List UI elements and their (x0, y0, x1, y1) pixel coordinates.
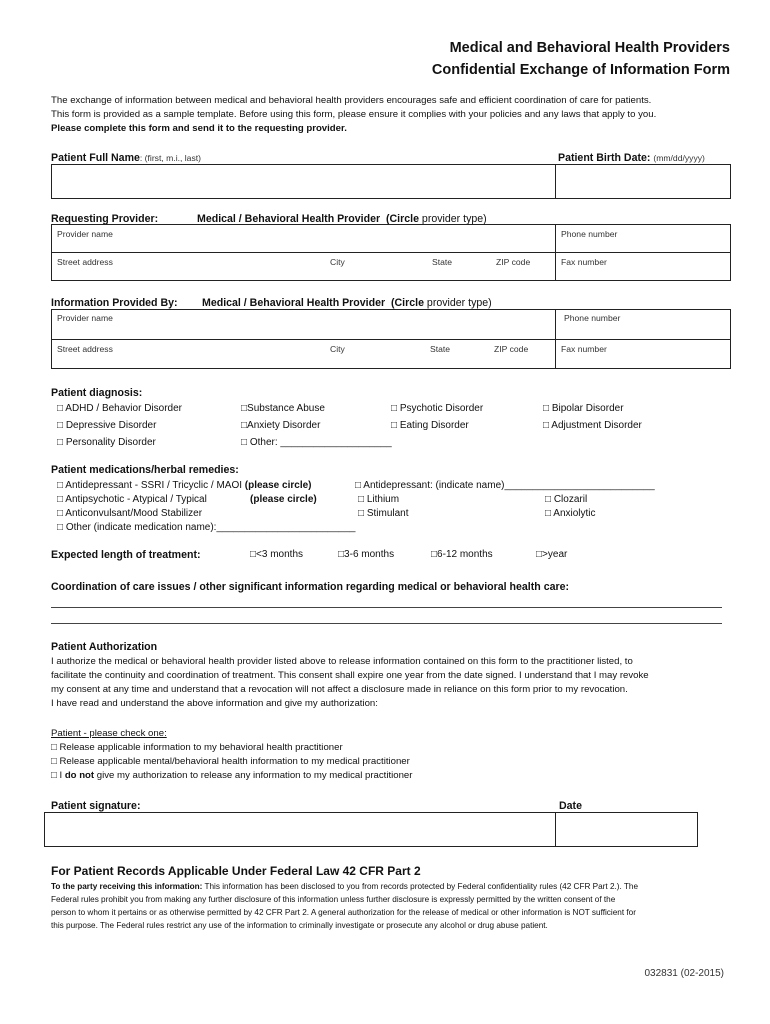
providing-box-col-divider (555, 309, 556, 369)
diagnosis-option-label: ADHD / Behavior Disorder (65, 403, 182, 414)
providing-city-field[interactable]: City (330, 344, 345, 354)
requesting-state-field[interactable]: State (432, 257, 453, 267)
signature-field[interactable] (47, 815, 552, 844)
checkbox-icon: □ (241, 437, 248, 448)
medication-option-label: Anticonvulsant/Mood Stabilizer (65, 508, 203, 519)
treatment-option-label: >year (542, 549, 568, 560)
checkbox-icon: □ (51, 770, 57, 781)
checkbox-icon: □ (57, 403, 64, 414)
medication-option-label: Antidepressant - SSRI / Tricyclic / MAOI (65, 480, 242, 491)
requesting-city-field[interactable]: City (330, 257, 345, 267)
federal-notice-line3: person to whom it pertains or as otherwise permitted by 42 CFR Part 2. A general authorization for the release of medical or other information is NOT sufficient for (51, 908, 636, 917)
diagnosis-option-adjustment[interactable] (543, 420, 642, 431)
checkbox-icon: □ (355, 480, 362, 491)
coordination-line-1[interactable] (51, 607, 722, 608)
providing-phone-field[interactable]: Phone number (564, 313, 621, 323)
deny-emphasis: do not (64, 770, 95, 781)
form-code: 032831 (02-2015) (644, 968, 724, 979)
providing-type-text: Medical / Behavioral Health Provider (202, 297, 386, 309)
treatment-option-label: 3-6 months (344, 549, 395, 560)
providing-circle-rest: provider type) (423, 297, 492, 309)
requesting-zip-field[interactable]: ZIP code (496, 257, 531, 267)
checkbox-icon: □ (431, 549, 438, 560)
treatment-option-3-6[interactable] (338, 549, 394, 560)
requesting-circle-rest: provider type) (418, 213, 487, 225)
authorization-option-medical[interactable] (51, 755, 410, 769)
checkbox-icon: □ (250, 549, 257, 560)
coordination-label: Coordination of care issues / other significant information regarding medical or behavioral health care: (51, 581, 570, 593)
medication-option-label: Antidepressant: (indicate name)___________________________ (363, 480, 655, 491)
diagnosis-option-label: Eating Disorder (399, 420, 469, 431)
patient-dob-label (558, 152, 705, 164)
providing-provider-type[interactable] (202, 297, 492, 309)
patient-name-label (51, 152, 201, 164)
treatment-option-lt3[interactable] (250, 549, 303, 560)
requesting-phone-field[interactable]: Phone number (561, 229, 618, 239)
diagnosis-option-label: Depressive Disorder (65, 420, 157, 431)
medication-option-stimulant[interactable] (358, 508, 409, 519)
treatment-length-label: Expected length of treatment: (51, 549, 201, 561)
diagnosis-option-psychotic[interactable] (391, 403, 483, 414)
checkbox-icon: □ (545, 508, 552, 519)
checkbox-icon: □ (391, 420, 398, 431)
providing-circle-bold: (Circle (391, 297, 424, 309)
checkbox-icon: □ (358, 508, 365, 519)
diagnosis-option-label: Adjustment Disorder (551, 420, 642, 431)
patient-dob-hint: (mm/dd/yyyy) (653, 153, 705, 163)
diagnosis-option-label: Personality Disorder (65, 437, 156, 448)
checkbox-icon: □ (338, 549, 345, 560)
patient-box-divider (555, 164, 556, 199)
medication-option-antipsychotic[interactable] (57, 494, 207, 505)
checkbox-icon: □ (358, 494, 365, 505)
intro-line3: Please complete this form and send it to the requesting provider. (51, 123, 347, 134)
diagnosis-label: Patient diagnosis: (51, 387, 143, 399)
checkbox-icon: □ (51, 742, 57, 753)
requesting-circle-bold: (Circle (386, 213, 419, 225)
treatment-option-6-12[interactable] (431, 549, 493, 560)
signature-box-divider (555, 812, 556, 847)
diagnosis-option-label: Substance Abuse (247, 403, 325, 414)
authorization-option-behavioral[interactable] (51, 741, 343, 755)
checkbox-icon: □ (57, 480, 64, 491)
requesting-provider-label: Requesting Provider: (51, 213, 159, 225)
medication-option-other[interactable] (57, 522, 356, 533)
authorization-line1: I authorize the medical or behavioral health provider listed above to release information contained on this form to the practitioner listed, to (51, 656, 633, 667)
patient-name-label-text: Patient Full Name (51, 152, 140, 164)
diagnosis-option-label: Anxiety Disorder (247, 420, 321, 431)
patient-name-field[interactable] (54, 167, 552, 196)
medication-option-label: Clozaril (553, 494, 588, 505)
authorization-option-label: Release applicable mental/behavioral health information to my medical practitioner (59, 756, 410, 767)
requesting-box-row-divider (51, 252, 731, 253)
signature-label: Patient signature: (51, 800, 141, 812)
checkbox-icon: □ (536, 549, 543, 560)
treatment-option-year[interactable] (536, 549, 567, 560)
providing-box-row-divider (51, 339, 731, 340)
checkbox-icon: □ (57, 508, 64, 519)
medications-label: Patient medications/herbal remedies: (51, 464, 239, 476)
federal-notice-line1-text: This information has been disclosed to you from records protected by Federal confidentiality rules (42 CFR Part 2.). The (202, 882, 639, 891)
checkbox-icon: □ (241, 420, 248, 431)
providing-provider-label: Information Provided By: (51, 297, 178, 309)
federal-notice-line4: this purpose. The Federal rules restrict any use of the information to criminally investigate or prosecute any alcohol or drug abuse patient. (51, 921, 548, 930)
intro-line1: The exchange of information between medical and behavioral health providers encourages safe and efficient coordination of care for patients. (51, 95, 652, 106)
checkbox-icon: □ (57, 420, 64, 431)
checkbox-icon: □ (51, 756, 57, 767)
medication-option-anticonvulsant[interactable] (57, 508, 202, 519)
please-circle-note: (please circle) (244, 480, 312, 491)
diagnosis-option-label: Psychotic Disorder (399, 403, 484, 414)
form-title-line1: Medical and Behavioral Health Providers (449, 40, 730, 56)
authorization-line2: facilitate the continuity and coordination of treatment. This consent shall expire one year from the date signed. I understand that I may revoke (51, 670, 649, 681)
deny-suffix: give my authorization to release any information to my medical practitioner (94, 770, 413, 781)
checkbox-icon: □ (543, 403, 550, 414)
checkbox-icon: □ (57, 437, 64, 448)
patient-dob-label-text: Patient Birth Date: (558, 152, 654, 164)
diagnosis-option-other[interactable] (241, 437, 392, 448)
medication-option-lithium[interactable] (358, 494, 399, 505)
checkbox-icon: □ (241, 403, 248, 414)
coordination-line-2[interactable] (51, 623, 722, 624)
diagnosis-option-substance[interactable] (241, 403, 325, 414)
diagnosis-option-label: Bipolar Disorder (551, 403, 624, 414)
diagnosis-option-label: Other: ____________________ (249, 437, 392, 448)
checkbox-icon: □ (391, 403, 398, 414)
requesting-box-col-divider (555, 224, 556, 281)
requesting-type-text: Medical / Behavioral Health Provider (197, 213, 381, 225)
federal-notice-title: For Patient Records Applicable Under Federal Law 42 CFR Part 2 (51, 864, 421, 878)
authorization-line4: I have read and understand the above information and give my authorization: (51, 698, 378, 709)
checkbox-icon: □ (543, 420, 550, 431)
deny-prefix: I (59, 770, 65, 781)
federal-notice-line1 (51, 880, 638, 893)
date-label: Date (559, 800, 582, 812)
checkbox-icon: □ (57, 494, 64, 505)
providing-street-field[interactable]: Street address (57, 344, 113, 354)
providing-zip-field[interactable]: ZIP code (494, 344, 529, 354)
authorization-title: Patient Authorization (51, 641, 158, 653)
medication-option-antidepressant[interactable] (355, 480, 655, 491)
medication-option-label: Stimulant (366, 508, 409, 519)
patient-check-heading: Patient - please check one: (51, 728, 167, 739)
federal-notice-line2: Federal rules prohibit you from making any further disclosure of this information unless further disclosure is expressly permitted by the written consent of the (51, 895, 616, 904)
diagnosis-option-personality[interactable] (57, 437, 156, 448)
patient-name-hint: : (first, m.i., last) (139, 153, 201, 163)
requesting-provider-name-field[interactable]: Provider name (57, 229, 113, 239)
please-circle-note-2: (please circle) (250, 494, 317, 505)
checkbox-icon: □ (57, 522, 64, 533)
form-title-line2: Confidential Exchange of Information Form (431, 62, 730, 78)
providing-state-field[interactable]: State (430, 344, 451, 354)
authorization-line3: my consent at any time and understand that a revocation will not affect a disclosure made in reliance on this form prior to my revocation. (51, 684, 628, 695)
treatment-option-label: 6-12 months (437, 549, 493, 560)
medication-option-anxiolytic[interactable] (545, 508, 596, 519)
diagnosis-option-bipolar[interactable] (543, 403, 624, 414)
medication-option-clozaril[interactable] (545, 494, 587, 505)
authorization-option-deny[interactable] (51, 769, 412, 783)
intro-line2: This form is provided as a sample template. Before using this form, please ensure it complies with your policies and any laws that apply to you. (51, 109, 657, 120)
treatment-option-label: <3 months (256, 549, 304, 560)
diagnosis-option-depressive[interactable] (57, 420, 156, 431)
date-field[interactable] (559, 815, 694, 844)
diagnosis-option-anxiety[interactable] (241, 420, 320, 431)
providing-fax-field[interactable]: Fax number (561, 344, 607, 354)
medication-option-label: Lithium (366, 494, 400, 505)
medication-option-label: Other (indicate medication name):_________________________ (65, 522, 356, 533)
requesting-fax-field[interactable]: Fax number (561, 257, 607, 267)
providing-provider-name-field[interactable]: Provider name (57, 313, 113, 323)
medication-option-ssri[interactable] (57, 480, 312, 491)
diagnosis-option-adhd[interactable] (57, 403, 182, 414)
requesting-street-field[interactable]: Street address (57, 257, 113, 267)
medication-option-label: Antipsychotic - Atypical / Typical (65, 494, 207, 505)
patient-dob-field[interactable] (559, 167, 727, 196)
authorization-option-label: Release applicable information to my behavioral health practitioner (59, 742, 343, 753)
medication-option-label: Anxiolytic (553, 508, 596, 519)
federal-notice-lead: To the party receiving this information: (51, 882, 203, 891)
checkbox-icon: □ (545, 494, 552, 505)
diagnosis-option-eating[interactable] (391, 420, 469, 431)
